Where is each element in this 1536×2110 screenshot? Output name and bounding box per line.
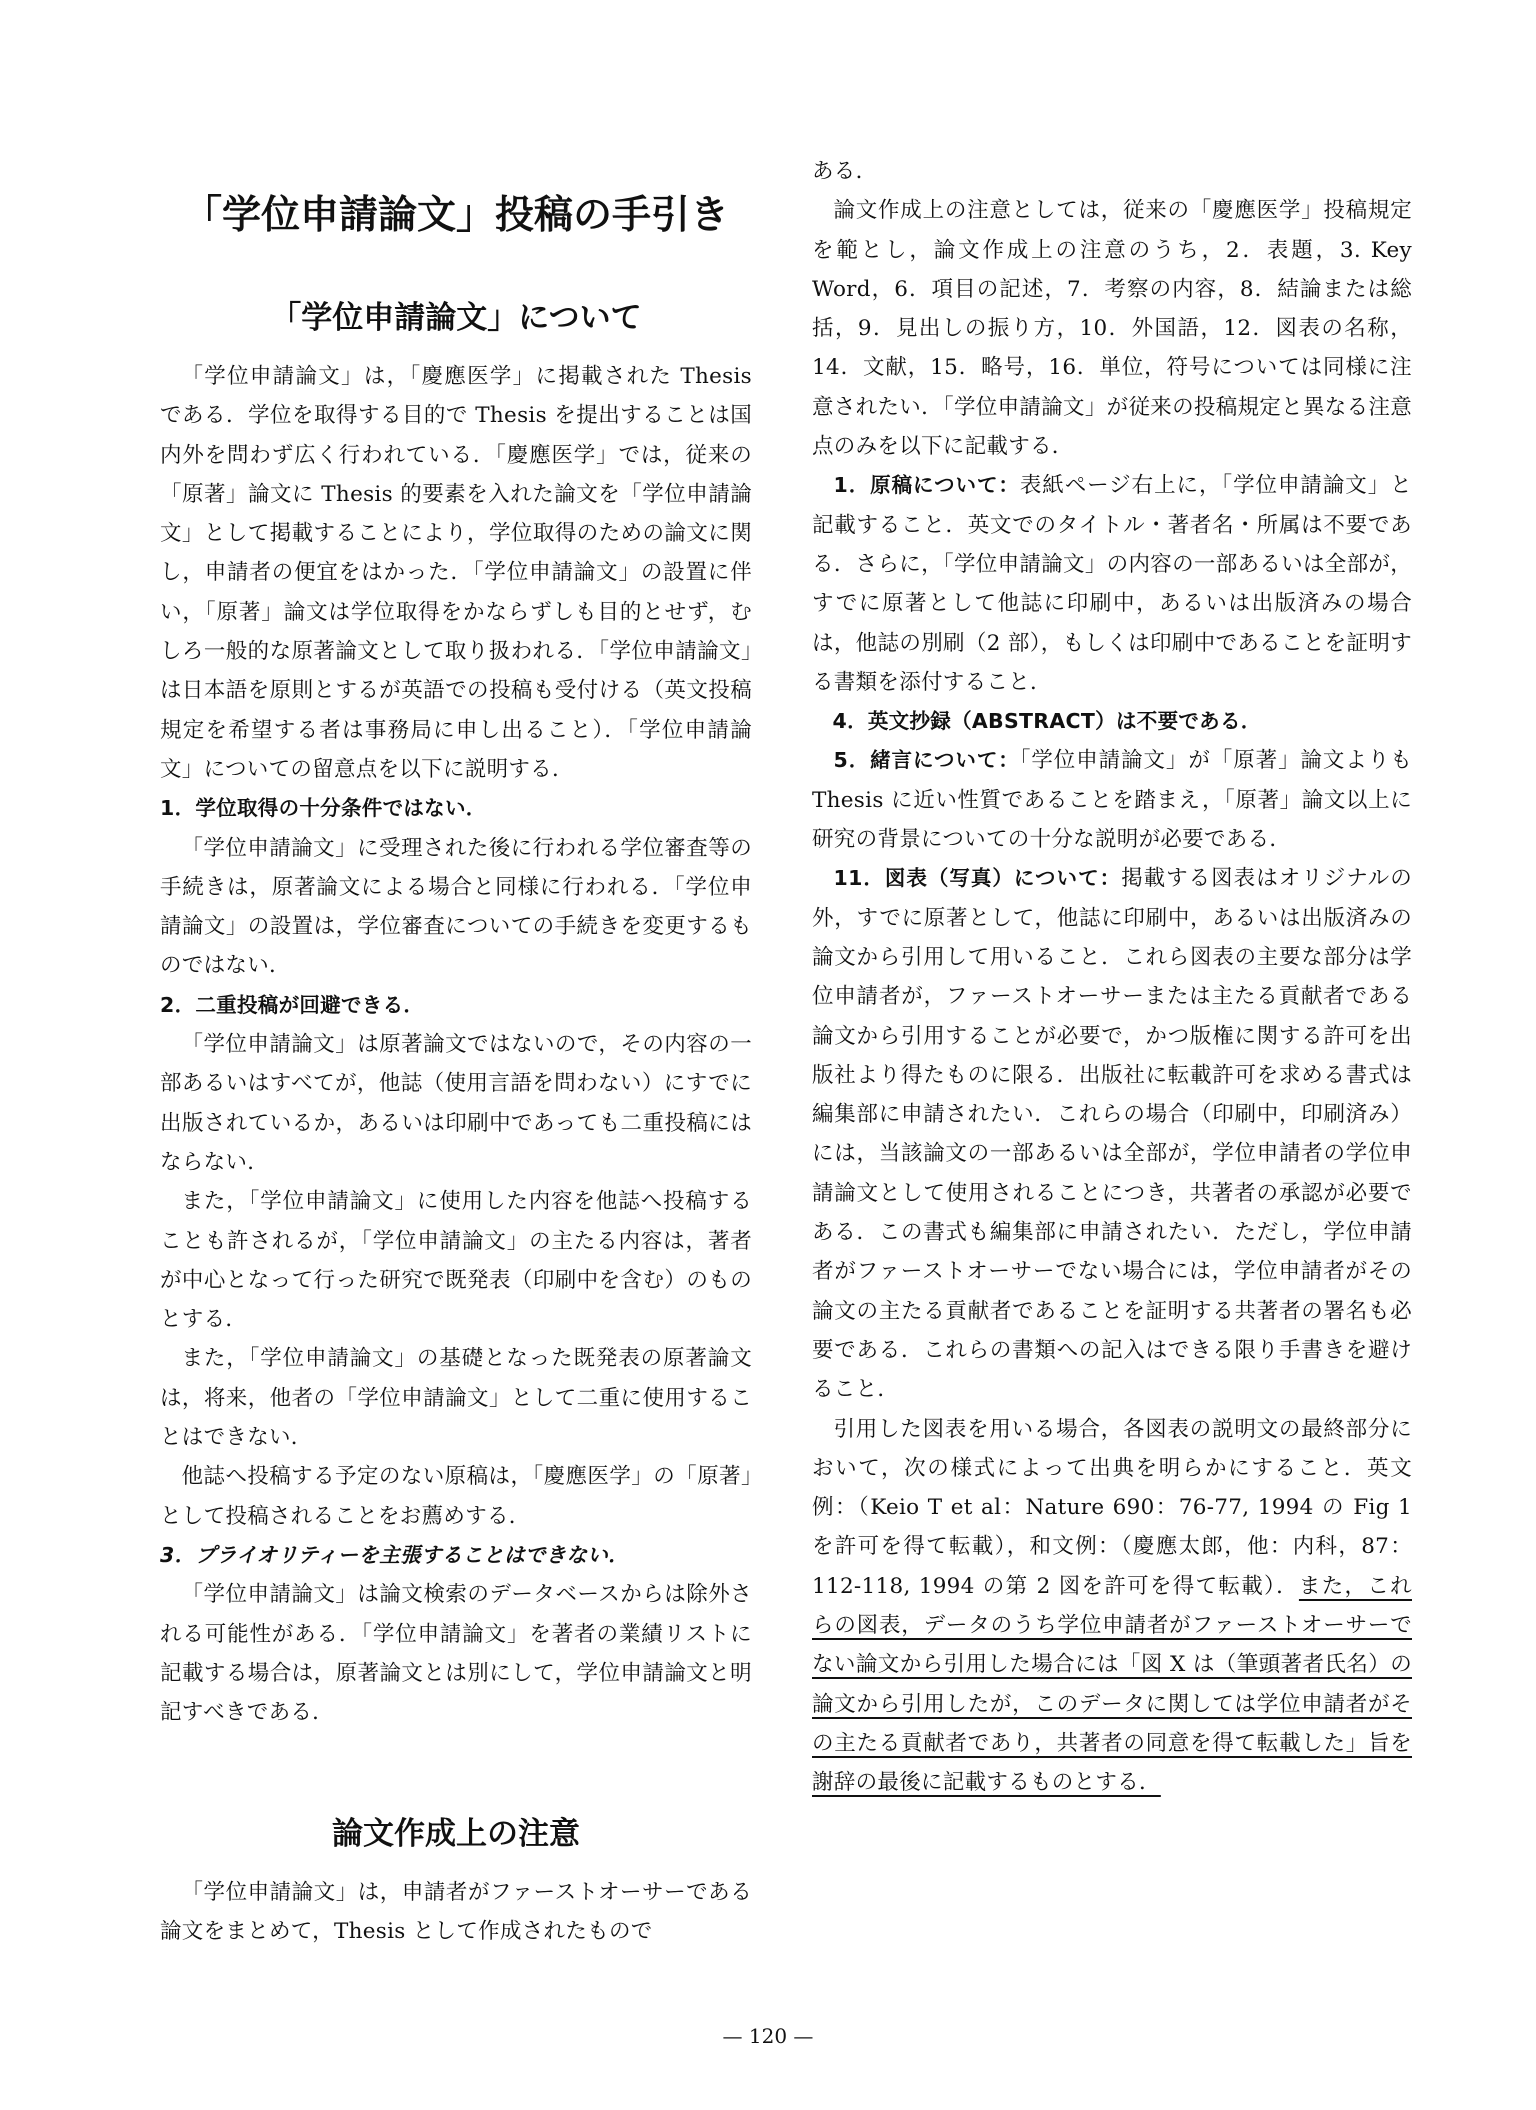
point2-text-2: また，「学位申請論文」に使用した内容を他誌へ投稿することも許されるが，「学位申請論文」の主たる内容は，著者が中心となって行った研究で既発表（印刷中を含む）のものとする． (160, 1189, 752, 1333)
point2-text-4: 他誌へ投稿する予定のない原稿は，「慶應医学」の「原著」として投稿されることをお薦めする． (160, 1464, 752, 1529)
point3-heading: 3．プライオリティーを主張することはできない． (160, 1542, 629, 1567)
item-1-label: 1．原稿について： (833, 473, 1020, 498)
item-5-text: 「学位申請論文」が「原著」論文よりも Thesis に近い性質であることを踏まえ，「原著」論文以上に研究の背景についての十分な説明が必要である． (812, 748, 1413, 853)
item-4: 4．英文抄録（ABSTRACT）は不要である． (832, 709, 1262, 734)
notes-intro-left: 「学位申請論文」は，申請者がファーストオーサーである論文をまとめて，Thesis として作成されたもので (160, 1880, 752, 1945)
point1-text: 「学位申請論文」に受理された後に行われる学位審査等の手続きは，原著論文による場合と同様に行われる．「学位申請論文」の設置は，学位審査についての手続きを変更するものではない． (160, 835, 752, 979)
page-number: — 120 — (722, 2024, 814, 2048)
item-11-label: 11．図表（写真）について： (833, 866, 1122, 891)
right-column-body (812, 152, 1412, 1802)
point1-heading: 1．学位取得の十分条件ではない． (160, 796, 487, 821)
item-5 (812, 741, 1412, 859)
item-11-text: 掲載する図表はオリジナルの外，すでに原著として，他誌に印刷中，あるいは出版済みの論文から引用して用いること．これら図表の主要な部分は学位申請者が，ファーストオーサーまたは主たる貢献者である論文から引用することが必要で，かつ版権に関する許可を出版社より得たものに限る．出版社に転載許可を求める書式は編集部に申請されたい．これらの場合（印刷中，印刷済み）には，当該論文の一部あるいは全部が，学位申請者の学位申請論文として使用されることにつき，共著者の承認が必要である．この書式も編集部に申請されたい．ただし，学位申請者がファーストオーサーでない場合には，学位申請者がその論文の主たる貢献者であることを証明する共著者の署名も必要である．これらの書類への記入はできる限り手書きを避けること． (812, 866, 1413, 1403)
item-5-label: 5．緒言について： (833, 748, 1020, 773)
point3-text: 「学位申請論文」は論文検索のデータベースからは除外される可能性がある．「学位申請論文」を著者の業績リストに記載する場合は，原著論文とは別にして，学位申請論文と明記すべきである． (160, 1582, 752, 1726)
notes-paragraph-1: 論文作成上の注意としては，従来の「慶應医学」投稿規定を範とし，論文作成上の注意のうち，2．表題，3. Key Word，6．項目の記述，7．考察の内容，8．結論または総括，9．見出しの振り方，10．外国語，12．図表の名称，14．文献，15．略号，16．単位，符号については同様に注意されたい．「学位申請論文」が従来の投稿規定と異なる注意点のみを以下に記載する． (812, 198, 1412, 460)
point2-text-3: また，「学位申請論文」の基礎となった既発表の原著論文は，将来，他者の「学位申請論文」として二重に使用することはできない． (160, 1346, 752, 1451)
paragraph-intro: 「学位申請論文」は，「慶應医学」に掲載された Thesis である．学位を取得する目的で Thesis を提出することは国内外を問わず広く行われている．「慶應医学」では，従来の「原著」論文に Thesis 的要素を入れた論文を「学位申請論文」として掲載することにより，学位取得のための論文に関し，申請者の便宜をはかった．「学位申請論文」の設置に伴い，「原著」論文は学位取得をかならずしも目的とせず，むしろ一般的な原著論文として取り扱われる．「学位申請論文」は日本語を原則とするが英語での投稿も受付ける（英文投稿規定を希望する者は事務局に申し出ること）．「学位申請論文」についての留意点を以下に説明する． (160, 364, 752, 782)
underlined-note: また，これらの図表，データのうち学位申請者がファーストオーサーでない論文から引用した場合には「図 X は（筆頭著者氏名）の論文から引用したが，このデータに関しては学位申請者がその主たる貢献者であり，共著者の同意を得て転載した」旨を謝辞の最後に記載するものとする． (812, 1573, 1412, 1796)
item-1 (812, 466, 1412, 702)
left-column-body (160, 357, 752, 1732)
page-title: 「学位申請論文」投稿の手引き (182, 193, 729, 238)
section-heading-notes: 論文作成上の注意 (332, 1816, 580, 1852)
point2-text-1: 「学位申請論文」は原著論文ではないので，その内容の一部あるいはすべてが，他誌（使用言語を問わない）にすでに出版されているか，あるいは印刷中であっても二重投稿にはならない． (160, 1032, 752, 1175)
item-11 (812, 859, 1412, 1409)
citation-text: 引用した図表を用いる場合，各図表の説明文の最終部分において，次の様式によって出典を明らかにすること．英文例：（Keio T et al：Nature 690：76-77, 1994 の Fig 1 を許可を得て転載），和文例：（慶應太郎，他：内科，87：112-118, 1994 の第 2 図を許可を得て転載）． (812, 1416, 1412, 1599)
item-1-text: 表紙ページ右上に，「学位申請論文」と記載すること．英文でのタイトル・著者名・所属は不要である．さらに，「学位申請論文」の内容の一部あるいは全部が，すでに原著として他誌に印刷中，あるいは出版済みの場合は，他誌の別刷（2 部），もしくは印刷中であることを証明する書類を添付すること． (812, 473, 1412, 695)
section-heading-about: 「学位申請論文」について (270, 300, 642, 336)
point2-heading: 2．二重投稿が回避できる． (160, 992, 425, 1017)
left-column-notes-intro (160, 1873, 752, 1952)
notes-intro-right: ある． (812, 159, 878, 184)
citation-paragraph (812, 1410, 1412, 1803)
